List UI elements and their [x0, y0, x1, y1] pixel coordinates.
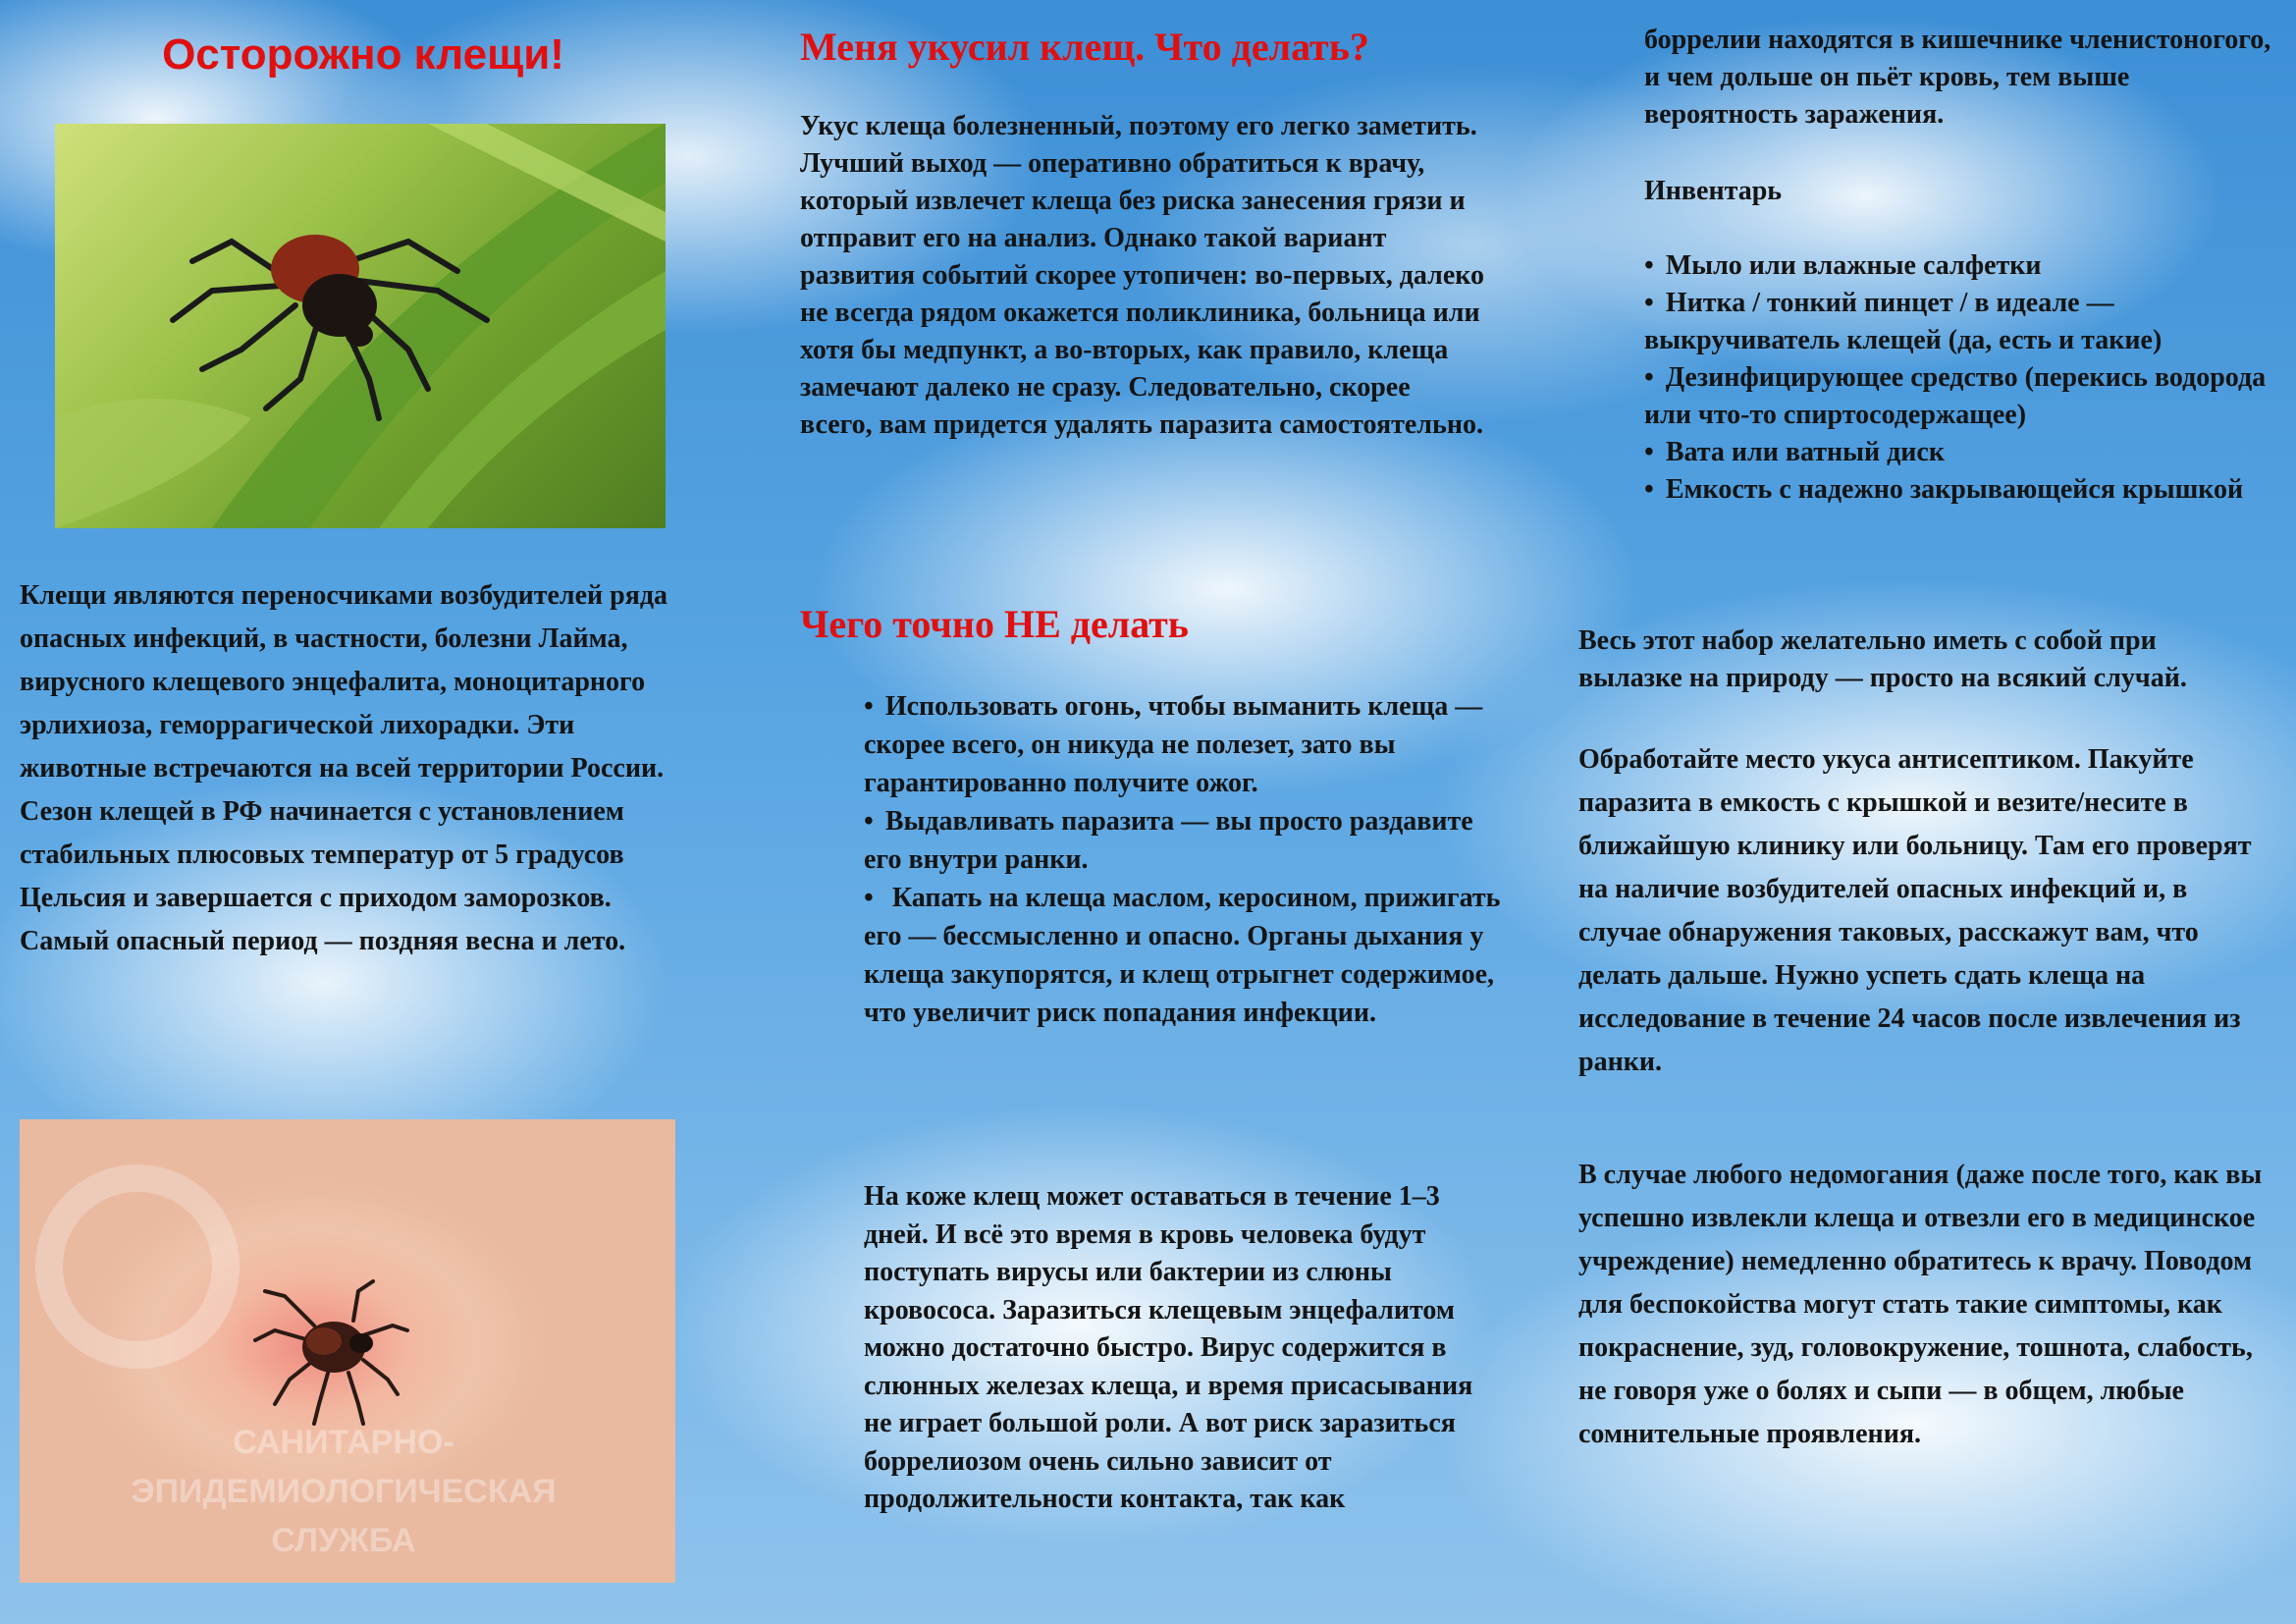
tick-on-leaf-image: [55, 124, 666, 528]
dont-list: [864, 687, 1502, 1032]
bitten-paragraph: Укус клеща болезненный, поэтому его легко заметить. Лучший выход — оперативно обратиться к врачу, который извлечет клеща без риска занесения грязи и отправит его на анализ. Однако такой вариант развития событий скорее утопичен: во-первых, далеко не всегда рядом окажется поликлиника, больница или хотя бы медпункт, а во-вторых, как правило, клеща замечают далеко не сразу. Следовательно, скорее всего, вам придется удалять паразита самостоятельно.: [800, 111, 1485, 440]
list-item: • Дезинфицирующее средство (перекись водорода или что-то спиртосодержащее): [1644, 359, 2282, 434]
inventory-heading: Инвентарь: [1644, 176, 1783, 206]
list-item: • Вата или ватный диск: [1644, 434, 2282, 471]
borrelia-paragraph: боррелии находятся в кишечнике членистоногого, и чем дольше он пьёт кровь, тем выше вероятность заражения.: [1644, 25, 2271, 130]
page-title: Осторожно клещи!: [162, 30, 564, 79]
kit-paragraph: Весь этот набор желательно иметь с собой при вылазке на природу — просто на всякий случай.: [1578, 625, 2187, 693]
bullet-icon: •: [1644, 250, 1654, 281]
intro-paragraph: Клещи являются переносчиками возбудителей ряда опасных инфекций, в частности, болезни Лайма, вирусного клещевого энцефалита, моноцитарного эрлихиоза, геморрагической лихорадки. Эти животные встречаются на всей территории России. Сезон клещей в РФ начинается с установлением стабильных плюсовых температур от 5 градусов Цельсия и завершается с приходом заморозков. Самый опасный период — поздняя весна и лето.: [20, 580, 668, 956]
watermark-line-3: СЛУЖБА: [271, 1522, 416, 1559]
watermark-line-1: САНИТАРНО-: [233, 1424, 454, 1461]
tick-on-skin-image: [20, 1119, 675, 1583]
list-item: • Мыло или влажные салфетки: [1644, 247, 2282, 285]
bullet-icon: •: [864, 806, 874, 837]
illness-paragraph: В случае любого недомогания (даже после того, как вы успешно извлекли клеща и отвезли его в медицинское учреждение) немедленно обратитесь к врачу. Поводом для беспокойства могут стать такие симптомы, как покраснение, зуд, головокружение, тошнота, слабость, не говоря уже о болях и сыпи — в общем, любые сомнительные проявления.: [1578, 1160, 2263, 1449]
bullet-icon: •: [1644, 362, 1654, 393]
watermark-line-2: ЭПИДЕМИОЛОГИЧЕСКАЯ: [131, 1473, 557, 1510]
heading-bitten: Меня укусил клещ. Что делать?: [800, 25, 1369, 69]
bullet-icon: •: [864, 691, 874, 722]
list-item: • Нитка / тонкий пинцет / в идеале — выкручиватель клещей (да, есть и такие): [1644, 285, 2282, 359]
skin-paragraph: На коже клещ может оставаться в течение 1–3 дней. И всё это время в кровь человека будут поступать вирусы или бактерии из слюны кровососа. Заразиться клещевым энцефалитом можно достаточно быстро. Вирус содержится в слюнных железах клеща, и время присасывания не играет большой роли. А вот риск заразиться боррелиозом очень сильно зависит от продолжительности контакта, так как: [864, 1181, 1473, 1514]
list-item: • Капать на клеща маслом, керосином, прижигать его — бессмысленно и опасно. Органы дыхания у клеща закупорятся, и клещ отрыгнет содержимое, что увеличит риск попадания инфекции.: [864, 879, 1502, 1032]
list-item: • Выдавливать паразита — вы просто раздавите его внутри ранки.: [864, 802, 1502, 879]
list-item: • Использовать огонь, чтобы выманить клеща — скорее всего, он никуда не полезет, зато вы гарантированно получите ожог.: [864, 687, 1502, 802]
bullet-icon: •: [864, 883, 874, 913]
list-item: • Емкость с надежно закрывающейся крышкой: [1644, 471, 2282, 509]
bullet-icon: •: [1644, 437, 1654, 467]
bullet-icon: •: [1644, 474, 1654, 505]
heading-dont: Чего точно НЕ делать: [800, 602, 1189, 646]
inventory-list: [1644, 247, 2282, 509]
treatment-paragraph: Обработайте место укуса антисептиком. Пакуйте паразита в емкость с крышкой и везите/несите в ближайшую клинику или больницу. Там его проверят на наличие возбудителей опасных инфекций и, в случае обнаружения таковых, расскажут вам, что делать дальше. Нужно успеть сдать клеща на исследование в течение 24 часов после извлечения из ранки.: [1578, 744, 2252, 1077]
bullet-icon: •: [1644, 288, 1654, 318]
